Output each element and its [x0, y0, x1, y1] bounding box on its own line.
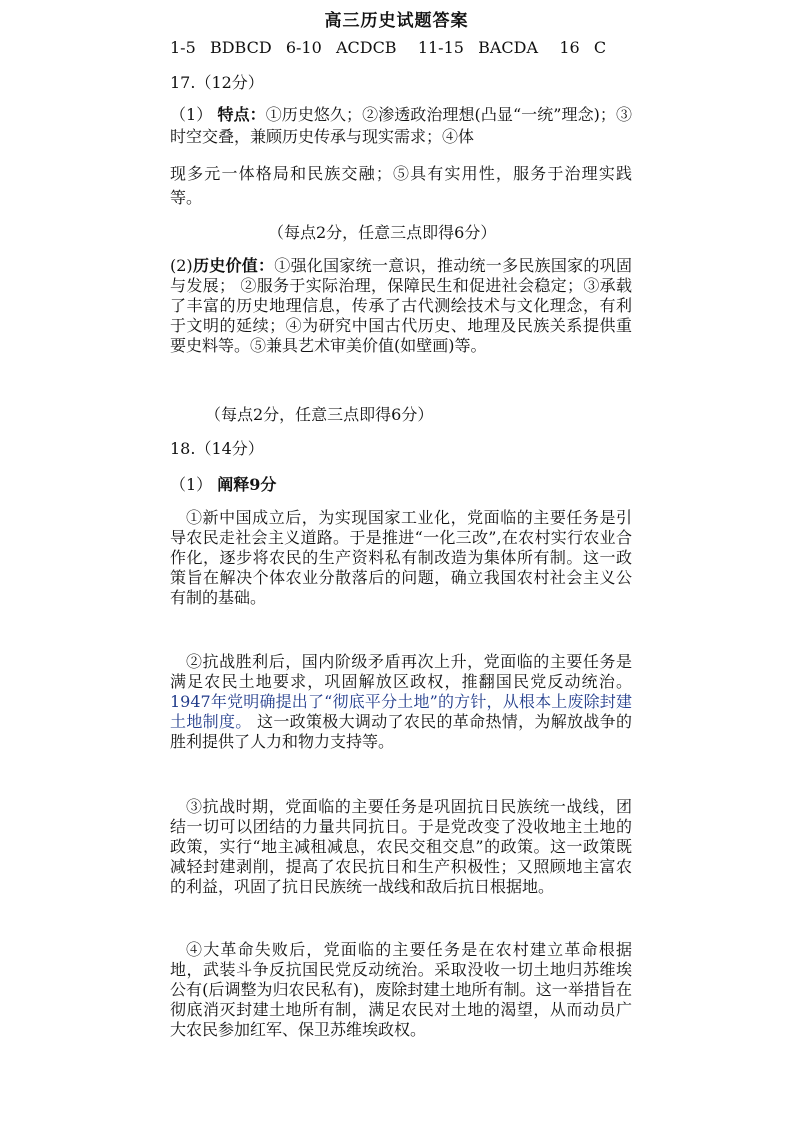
q18-p2-text-b: 这一政策极大调动了农民的革命热情，为解放战争的胜利提供了人力和物力支持等。	[170, 712, 632, 751]
q18-paragraph-4: ④大革命失败后，党面临的主要任务是在农村建立革命根据地，武装斗争反抗国民党反动统治。采取没收一切土地归苏维埃公有(后调整为归农民私有)，废除封建土地所有制。这一举措旨在彻底消灭封建土地所有制，满足农民对土地的渴望，从而动员广大农民参加红军、保卫苏维埃政权。	[170, 940, 632, 1039]
q18-part1-prefix: （1）	[170, 475, 213, 494]
question-17-heading: 17.（12分）	[170, 73, 264, 92]
page-title: 高三历史试题答案	[324, 11, 469, 31]
q17-part1-text-line2: 现多元一体格局和民族交融；⑤具有实用性，服务于治理实践等。	[170, 164, 632, 207]
q17-part2-prefix: (2)	[170, 256, 193, 275]
q17-part2-score-note: （每点2分，任意三点即得6分）	[205, 405, 434, 424]
q18-p2-highlighted-text: 1947年党明确提出了“彻底平分土地”的方针，从根本上废除封建土地制度。	[170, 692, 632, 731]
q18-paragraph-1: ①新中国成立后，为实现国家工业化，党面临的主要任务是引导农民走社会主义道路。于是推进“一化三改”,在农村实行农业合作化，逐步将农民的生产资料私有制改造为集体所有制。这一政策旨在解决个体农业分散落后的问题，确立我国农村社会主义公有制的基础。	[170, 508, 632, 607]
q17-part1-paragraph	[170, 104, 632, 148]
q18-paragraph-2	[170, 652, 632, 752]
answer-key-line: 1-5 BDBCD 6-10 ACDCB 11-15 BACDA 16 C	[170, 38, 607, 57]
q17-part1-score-note: （每点2分，任意三点即得6分）	[268, 223, 497, 242]
q17-part1-prefix: （1）	[170, 105, 213, 124]
q17-part1-label: 特点：	[217, 105, 266, 124]
q17-part1-paragraph-cont	[170, 162, 632, 210]
question-18-heading: 18.（14分）	[170, 439, 264, 458]
q17-part2-label: 历史价值：	[192, 256, 275, 275]
q18-paragraph-3: ③抗战时期，党面临的主要任务是巩固抗日民族统一战线，团结一切可以团结的力量共同抗日。于是党改变了没收地主土地的政策，实行“地主减租减息，农民交租交息”的政策。这一政策既减轻封建剥削，提高了农民抗日和生产积极性；又照顾地主富农的利益，巩固了抗日民族统一战线和敌后抗日根据地。	[170, 797, 632, 896]
q17-part2-text: ①强化国家统一意识，推动统一多民族国家的巩固与发展； ②服务于实际治理，保障民生和促进社会稳定；③承载了丰富的历史地理信息，传承了古代测绘技术与文化理念，有利于文明的延续；④为研究中国古代历史、地理及民族关系提供重要史料等。⑤兼具艺术审美价值(如壁画)等。	[170, 256, 632, 355]
q17-part1-text-line1: ①历史悠久；②渗透政治理想(凸显“一统”理念)；③时空交叠，兼顾历史传承与现实需求；④体	[170, 105, 632, 146]
q17-part2-paragraph	[170, 256, 632, 356]
q18-p2-text-a: ②抗战胜利后，国内阶级矛盾再次上升，党面临的主要任务是满足农民土地要求，巩固解放区政权，推翻国民党反动统治。	[170, 652, 632, 691]
q18-part1-heading	[170, 472, 276, 495]
q18-part1-label: 阐释9分	[217, 475, 277, 494]
